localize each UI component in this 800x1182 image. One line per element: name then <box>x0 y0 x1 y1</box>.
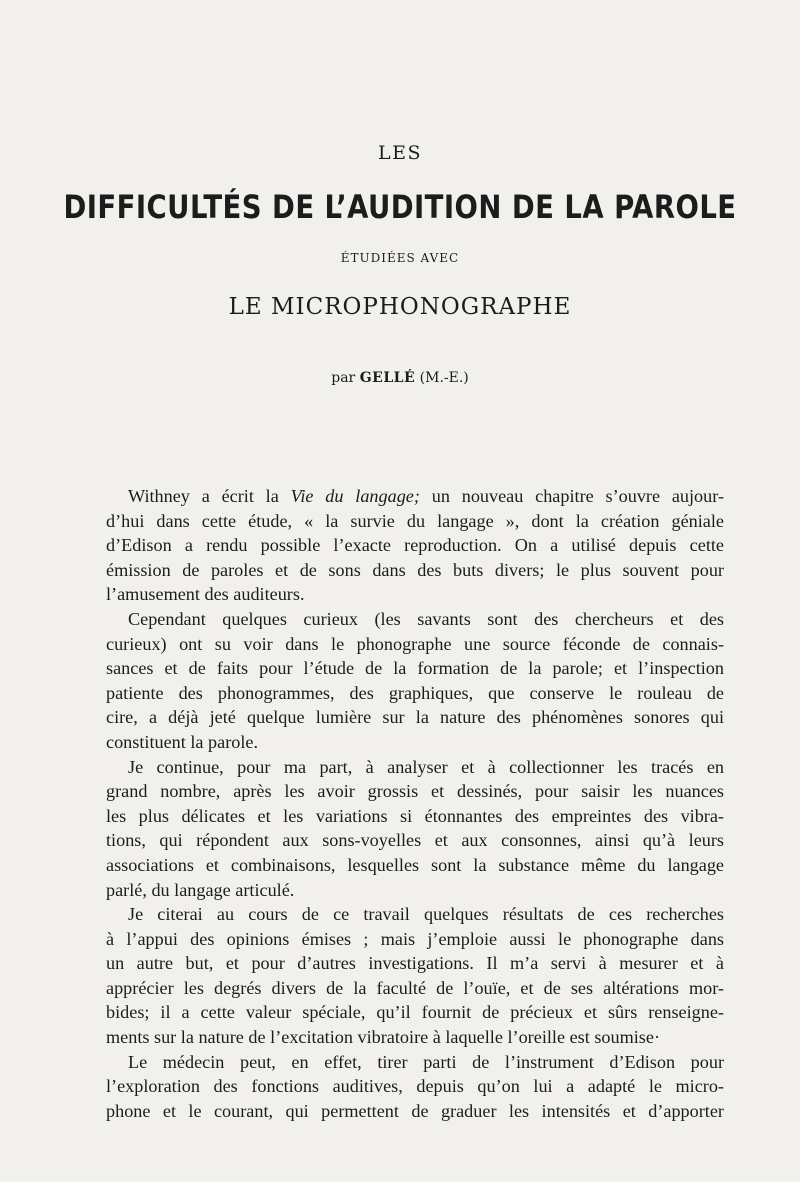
text-line: apprécier les degrés divers de la faculté de l’ouïe, et de ses altérations mor- <box>106 977 724 998</box>
text-line: bides; il a cette valeur spéciale, qu’il fournit de précieux et sûrs renseigne- <box>106 1002 724 1023</box>
author-line <box>0 370 800 386</box>
text-line: Cependant quelques curieux (les savants sont des chercheurs et des <box>128 608 724 629</box>
author-initials: (M.-E.) <box>419 370 469 386</box>
title-les: LES <box>377 142 422 164</box>
text-line: constituent la parole. <box>106 731 259 752</box>
text-line: Je citerai au cours de ce travail quelques résultats de ces recherches <box>128 904 724 925</box>
text-line: l’amusement des auditeurs. <box>106 584 305 605</box>
text-line: curieux) ont su voir dans le phonographe une source féconde de connais- <box>106 633 724 654</box>
text-line: parlé, du langage articulé. <box>106 879 295 900</box>
text-line: tions, qui répondent aux sons-voyelles et aux consonnes, ainsi qu’à leurs <box>106 830 724 851</box>
text-line: patiente des phonogrammes, des graphiques, que conserve le rouleau de <box>106 682 724 703</box>
text-line: les plus délicates et les variations si étonnantes des empreintes des vibra- <box>106 805 724 826</box>
text-line: émission de paroles et de sons dans des buts divers; le plus souvent pour <box>106 559 724 580</box>
main-title: DIFFICULTÉS DE L’AUDITION DE LA PAROLE <box>63 188 737 226</box>
text-line: Le médecin peut, en effet, tirer parti de l’instrument d’Edison pour <box>128 1051 724 1072</box>
book-title: Vie du langage; <box>290 486 420 506</box>
subject-title: LE MICROPHONOGRAPHE <box>228 294 572 320</box>
studied-with-subtitle: ÉTUDIÉES AVEC <box>340 251 460 265</box>
author-prefix: par <box>331 370 356 386</box>
body-text <box>106 484 724 1123</box>
text-line: à l’appui des opinions émises ; mais j’emploie aussi le phonographe dans <box>106 928 724 949</box>
text-line: Je continue, pour ma part, à analyser et à collectionner les tracés en <box>128 756 724 777</box>
text-line: cire, a déjà jeté quelque lumière sur la nature des phénomènes sonores qui <box>106 707 724 728</box>
text-line: d’Edison a rendu possible l’exacte reproduction. On a utilisé depuis cette <box>106 535 724 556</box>
text-line: phone et le courant, qui permettent de graduer les intensités et d’apporter <box>106 1100 724 1121</box>
text-line: d’hui dans cette étude, « la survie du langage », dont la création géniale <box>106 510 724 531</box>
text-line: sances et de faits pour l’étude de la formation de la parole; et l’inspection <box>106 658 724 679</box>
author-name: GELLÉ <box>359 370 416 386</box>
text-line: associations et combinaisons, lesquelles sont la substance même du langage <box>106 854 724 875</box>
text-line: un autre but, et pour d’autres investigations. Il m’a servi à mesurer et à <box>106 953 724 974</box>
text-line: l’exploration des fonctions auditives, depuis qu’on lui a adapté le micro- <box>106 1076 724 1097</box>
text-line: grand nombre, après les avoir grossis et dessinés, pour saisir les nuances <box>106 781 724 802</box>
text-line: Withney a écrit la Vie du langage; un nouveau chapitre s’ouvre aujour- <box>128 486 724 506</box>
text-line: ments sur la nature de l’excitation vibratoire à laquelle l’oreille est soumise· <box>106 1027 661 1048</box>
